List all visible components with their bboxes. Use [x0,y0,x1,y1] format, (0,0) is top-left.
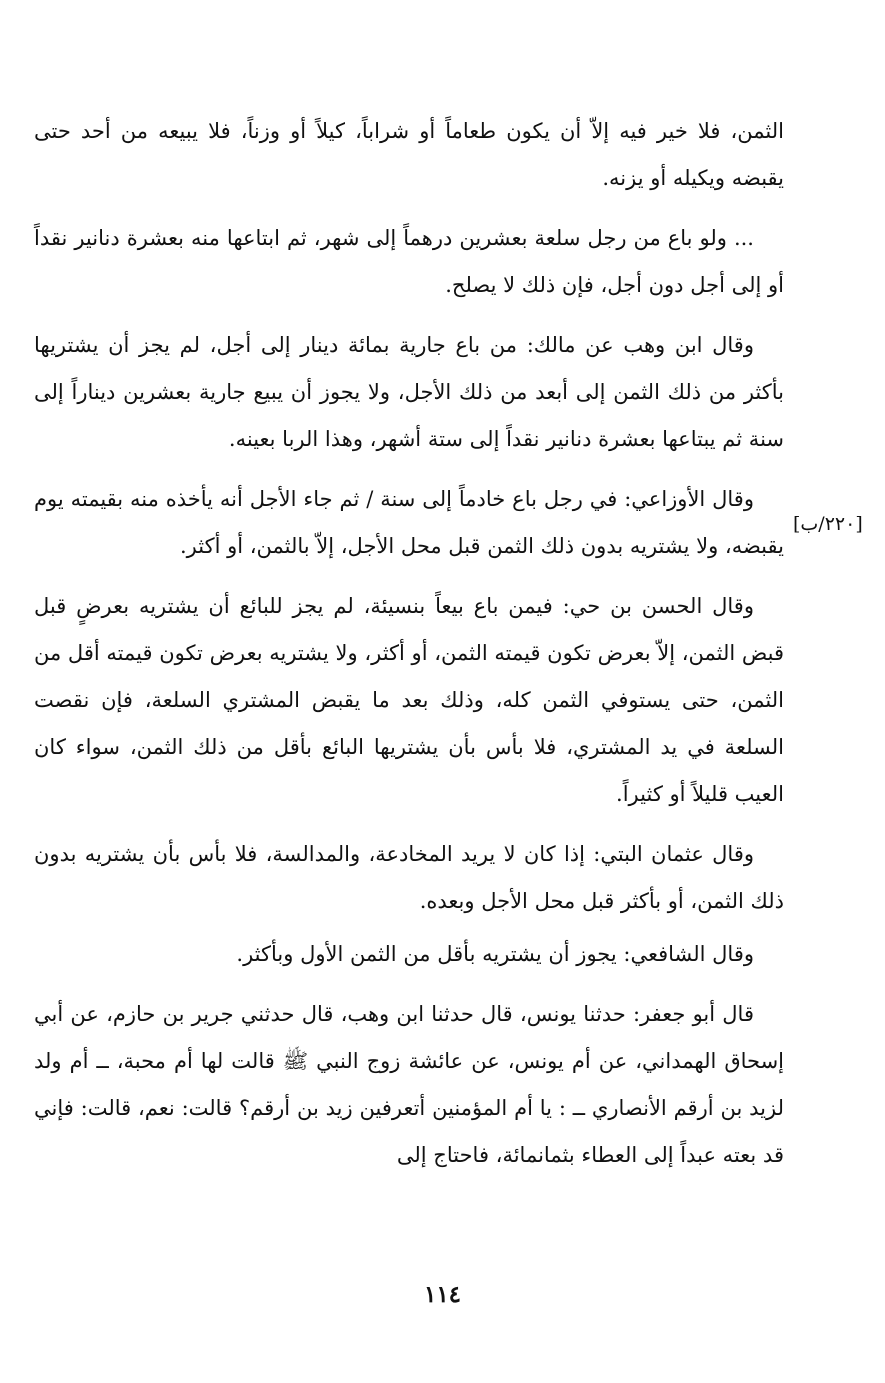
paragraph-3: وقال ابن وهب عن مالك: من باع جارية بمائة دينار إلى أجل، لم يجز أن يشتريها بأكثر من ذلك الثمن إلى أبعد من ذلك الأجل، ولا يجوز أن يبيع جارية بعشرين ديناراً إلى سنة ثم يبتاعها بعشرة دنانير نقداً إلى ستة أشهر، وهذا الربا بعينه. [34,333,784,451]
paragraph-8: قال أبو جعفر: حدثنا يونس، قال حدثنا ابن وهب، قال حدثني جرير بن حازم، عن أبي إسحاق الهمداني، عن أم يونس، عن عائشة زوج النبي ﷺ قالت لها أم محبة، ــ أم ولد لزيد بن أرقم الأنصاري ــ : يا أم المؤمنين أتعرفين زيد بن أرقم؟ قالت: نعم، قالت: فإني قد بعته عبداً إلى العطاء بثمانمائة، فاحتاج إلى [34,1002,784,1167]
paragraph-1: الثمن، فلا خير فيه إلاّ أن يكون طعاماً أو شراباً، كيلاً أو وزناً، فلا يبيعه من أحد حتى يقبضه ويكيله أو يزنه. [34,119,784,190]
paragraph-2: ... ولو باع من رجل سلعة بعشرين درهماً إلى شهر، ثم ابتاعها منه بعشرة دنانير نقداً أو إلى أجل دون أجل، فإن ذلك لا يصلح. [34,226,784,297]
paragraph-6: وقال عثمان البتي: إذا كان لا يريد المخادعة، والمدالسة، فلا بأس بأن يشتريه بدون ذلك الثمن، أو بأكثر قبل محل الأجل وبعده. [34,842,784,913]
paragraph-4: وقال الأوزاعي: في رجل باع خادماً إلى سنة / ثم جاء الأجل أنه يأخذه منه بقيمته يوم يقبضه، ولا يشتريه بدون ذلك الثمن قبل محل الأجل، إلاّ بالثمن، أو أكثر. [34,487,784,558]
page-number: ١١٤ [423,1281,462,1308]
page-body [34,108,784,1268]
paragraph-5: وقال الحسن بن حي: فيمن باع بيعاً بنسيئة، لم يجز للبائع أن يشتريه بعرضٍ قبل قبض الثمن، إلاّ بعرض تكون قيمته الثمن، أو أكثر، ولا يشتريه بعرض تكون قيمته أقل من الثمن، حتى يستوفي الثمن كله، وذلك بعد ما يقبض المشتري السلعة، فإن نقصت السلعة في يد المشتري، فلا بأس بأن يشتريها البائع بأقل من ذلك الثمن، سواء كان العيب قليلاً أو كثيراً. [34,594,784,806]
manuscript-folio-marker: [٢٢٠/ب] [793,513,863,535]
paragraph-7: وقال الشافعي: يجوز أن يشتريه بأقل من الثمن الأول وبأكثر. [236,942,754,966]
